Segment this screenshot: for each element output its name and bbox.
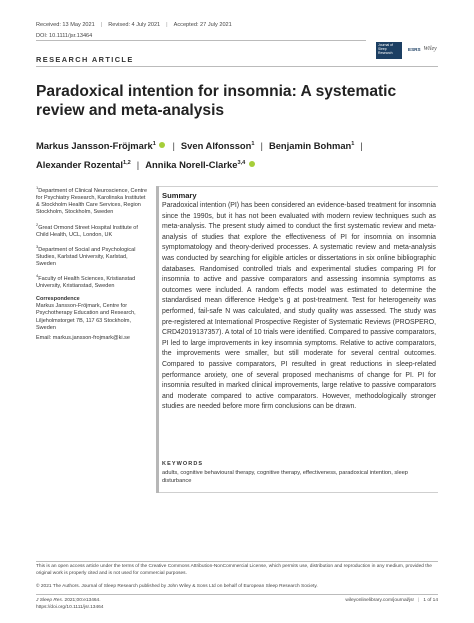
journal-logo[interactable]	[376, 42, 402, 59]
author[interactable]	[36, 140, 166, 151]
summary-text: Paradoxical intention (PI) has been considered an evidence-based treatment for insomnia since the 1990s, but it has not been evaluated with modern review techniques such as meta-analysis. The present study aimed to conduct the first systematic review and meta-analysis of studies that explore the effectiveness of PI for insomnia on insomnia symptomatology and theory-derived processes. A systematic review and meta-analysis was conducted by searching for eligible articles or dissertations in six online bibliographic databases. Randomised controlled trials and experimental studies comparing PI for insomnia to active and passive comparators and assessing insomnia symptoms as outcomes were included. A random effects model was estimated to determine the standardised mean difference Hedge’s g at post-treatment. Test for heterogeneity was performed, fail-safe N was calculated, and study quality was assessed. The study was pre-registered at International Prospective Register of Systematic Reviews (PROSPERO, CRD42019137357). A total of 10 trials were identified. Compared to passive comparators, PI led to large improvements in key insomnia symptoms. Relative to active comparators, the improvements were smaller, but still moderate for several central outcomes. Compared to passive comparators, PI resulted in great reductions in sleep-related performance anxiety, one of several proposed mechanisms of change for PI. PI for insomnia resulted in marked clinical improvements, large relative to passive comparators and moderate compared to active comparators. However, methodologically stronger studies are needed before more firm conclusions can be drawn.	[162, 202, 436, 411]
correspondence-email[interactable]: Email: markus.jansson-frojmark@ki.se	[36, 335, 130, 342]
author[interactable]	[145, 159, 256, 170]
citation-journal: J Sleep Res.	[36, 598, 64, 603]
author[interactable]	[181, 140, 255, 151]
publisher-logo	[408, 46, 437, 52]
separator: |	[418, 598, 420, 603]
article-dates	[36, 22, 232, 28]
summary-accent-bar	[156, 186, 159, 493]
copyright-text: © 2021 The Authors. Journal of Sleep Research published by John Wiley & Sons Ltd on behalf of European Sleep Research Society.	[36, 584, 318, 589]
author-name: Annika Norell-Clarke	[145, 158, 238, 170]
license-text: This is an open access article under the terms of the Creative Commons Attribution-NonCommercial License, which permits use, distribution and reproduction in any medium, provided the original work is properly cited and is not used for commercial purposes.	[36, 564, 432, 576]
journal-logo-text: Journal of Sleep Research	[378, 43, 393, 55]
keywords-text: adults, cognitive behavioural therapy, cognitive therapy, effectiveness, paradoxical intention, sleep disturbance	[162, 470, 408, 485]
author-name: Sven Alfonsson	[180, 140, 252, 152]
affiliation-ref: 1	[152, 141, 156, 147]
affiliation-number: 2	[36, 221, 39, 227]
citation-line	[36, 598, 101, 603]
divider	[36, 66, 438, 67]
affiliation-text: Department of Clinical Neuroscience, Centre for Psychiatry Research, Karolinska Institutet & Stockholm Health Care Services, Region Stockholm, Stockholm, Sweden	[36, 187, 148, 216]
author-name: Alexander Rozental	[36, 158, 124, 170]
affiliation-ref: 1,2	[123, 159, 131, 166]
orcid-icon[interactable]	[249, 161, 255, 167]
summary-heading: Summary	[162, 191, 197, 200]
page-number: 1 of 14	[423, 598, 438, 603]
divider	[36, 594, 438, 595]
author[interactable]	[269, 140, 354, 151]
doi[interactable]: DOI: 10.1111/jsr.13464	[36, 33, 93, 39]
correspondence-heading: Correspondence	[36, 296, 80, 302]
separator: |	[360, 140, 363, 152]
affiliation-number: 4	[36, 273, 39, 279]
affiliations	[36, 184, 148, 295]
separator: |	[136, 158, 140, 170]
citation-url[interactable]: https://doi.org/10.1111/jsr.13464	[36, 604, 104, 610]
orcid-icon[interactable]	[159, 142, 165, 148]
wiley-logo: Wiley	[423, 46, 437, 52]
affiliation	[36, 221, 148, 239]
author[interactable]	[36, 159, 131, 170]
society-logo: ESRS	[408, 46, 421, 52]
separator: |	[260, 140, 263, 152]
divider	[36, 561, 438, 562]
citation-volume: 2021;00:e13464.	[63, 598, 101, 603]
received-date: Received: 13 May 2021	[36, 22, 95, 28]
article-title: Paradoxical intention for insomnia: A systematic review and meta-analysis	[36, 83, 397, 119]
author-name: Markus Jansson-Fröjmark	[36, 140, 153, 152]
affiliation-text: Faculty of Health Sciences, Kristianstad University, Kristianstad, Sweden	[36, 276, 136, 290]
affiliation	[36, 184, 148, 217]
affiliation	[36, 272, 148, 290]
separator: |	[166, 22, 168, 28]
divider	[36, 40, 366, 41]
affiliation-ref: 3,4	[237, 159, 246, 166]
affiliation-text: Great Ormond Street Hospital Institute of Child Health, UCL, London, UK	[36, 224, 138, 238]
affiliation-text: Department of Social and Psychological Studies, Karlstad University, Karlstad, Sweden	[36, 246, 136, 268]
footer-right	[318, 598, 438, 603]
journal-site-link[interactable]: wileyonlinelibrary.com/journal/jsr	[345, 598, 415, 603]
affiliation-number: 3	[36, 243, 39, 249]
section-label: RESEARCH ARTICLE	[36, 55, 134, 64]
revised-date: Revised: 4 July 2021	[108, 22, 161, 28]
keywords-heading: KEYWORDS	[162, 461, 204, 467]
separator: |	[100, 22, 103, 28]
affiliation-ref: 1	[251, 141, 255, 147]
affiliation-ref: 1	[351, 141, 355, 147]
affiliation-number: 1	[36, 185, 39, 190]
author-name: Benjamin Bohman	[268, 140, 352, 152]
correspondence	[36, 296, 148, 345]
author-list	[36, 136, 436, 173]
citation	[36, 598, 103, 611]
correspondence-address: Markus Jansson-Fröjmark, Centre for Psychotherapy Education and Research, Liljeholmstorget 7B, 117 63 Stockholm, Sweden	[36, 303, 136, 331]
affiliation	[36, 243, 148, 268]
accepted-date: Accepted: 27 July 2021	[173, 22, 232, 28]
separator: |	[172, 140, 175, 152]
